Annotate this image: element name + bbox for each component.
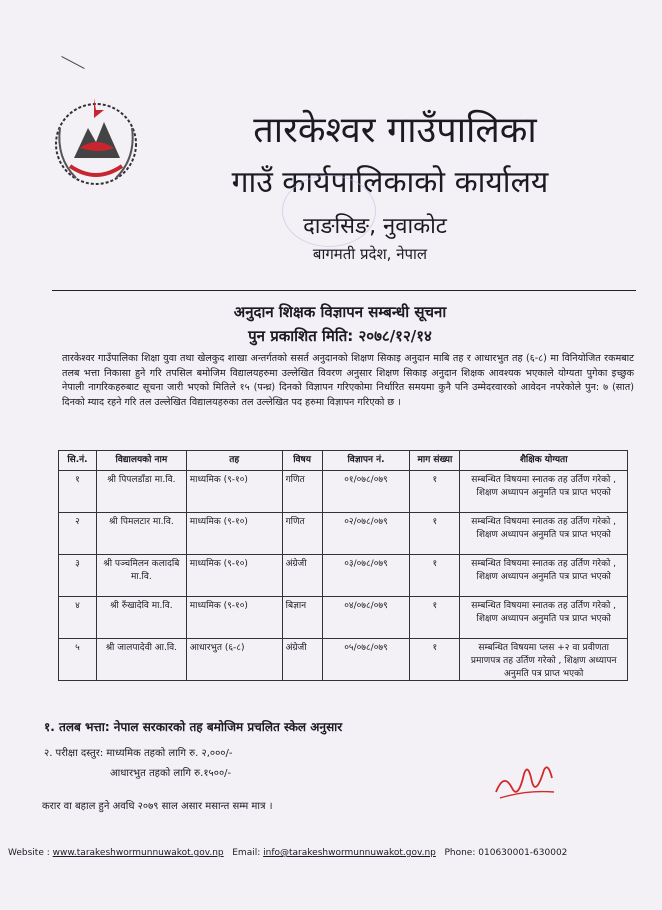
header-divider: [52, 290, 636, 291]
col-school: विद्यालयको नाम: [96, 451, 186, 471]
cell-sn: १: [59, 471, 97, 513]
cell-sn: २: [59, 513, 97, 555]
cell-qualification: सम्बन्धित विषयमा स्नातक तह उर्तिण गरेको , शिक्षण अध्यापन अनुमति पत्र प्राप्त भएको: [460, 555, 628, 597]
exam-fee-secondary: २. परीक्षा दस्तुर: माध्यमिक तहको लागि रु. २,०००/-: [44, 748, 233, 759]
website-label: Website :: [8, 848, 50, 858]
cell-school: श्री पञ्चमिलन कलादबि मा.वि.: [96, 555, 186, 597]
cell-school: श्री रुँखादेवि मा.वि.: [96, 597, 186, 639]
cell-level: माध्यमिक (९-१०): [186, 471, 282, 513]
cell-school: श्री पिपलडाँडा मा.वि.: [96, 471, 186, 513]
col-level: तह: [186, 451, 282, 471]
signature-icon: [490, 752, 560, 806]
office-name: गाउँ कार्यपालिकाको कार्यालय: [231, 165, 549, 200]
cell-demand: १: [410, 471, 460, 513]
table-row: [59, 555, 628, 597]
cell-subject: गणित: [282, 513, 322, 555]
cell-qualification: सम्बन्धित विषयमा स्नातक तह उर्तिण गरेको , शिक्षण अध्यापन अनुमति पत्र प्राप्त भएको: [460, 513, 628, 555]
exam-fee-basic: आधारभुत तहको लागि रु.१५००/-: [110, 768, 232, 779]
cell-ad-no: ०४/०७८/०७९: [322, 597, 410, 639]
email-link[interactable]: info@tarakeshwormunnuwakot.gov.np: [263, 848, 436, 858]
cell-qualification: सम्बन्धित विषयमा स्नातक तह उर्तिण गरेको , शिक्षण अध्यापन अनुमति पत्र प्राप्त भएको: [460, 471, 628, 513]
cell-demand: १: [410, 513, 460, 555]
cell-ad-no: ०३/०७८/०७९: [322, 555, 410, 597]
phone-label: Phone:: [444, 848, 476, 858]
cell-level: माध्यमिक (९-१०): [186, 513, 282, 555]
municipality-name: तारकेश्वर गाउँपालिका: [253, 110, 537, 151]
cell-demand: १: [410, 555, 460, 597]
col-sn: सि.नं.: [59, 451, 97, 471]
vacancy-table: [58, 450, 628, 681]
cell-sn: ४: [59, 597, 97, 639]
republished-date: पुन प्रकाशित मिति: २०७८/१२/१४: [248, 327, 432, 345]
cell-qualification: सम्बन्धित विषयमा स्नातक तह उर्तिण गरेको , शिक्षण अध्यापन अनुमति पत्र प्राप्त भएको: [460, 597, 628, 639]
province-line: बागमती प्रदेश, नेपाल: [312, 245, 428, 263]
cell-demand: १: [410, 597, 460, 639]
email-label: Email:: [232, 848, 261, 858]
table-row: [59, 471, 628, 513]
cell-school: श्री जालपादेवी आ.वि.: [96, 639, 186, 681]
table-row: [59, 597, 628, 639]
cell-sn: ३: [59, 555, 97, 597]
cell-ad-no: ०२/०७८/०७९: [322, 513, 410, 555]
cell-school: श्री पिमलटार मा.वि.: [96, 513, 186, 555]
cell-level: माध्यमिक (९-१०): [186, 555, 282, 597]
footer-contact: [8, 848, 648, 858]
contract-term-note: करार वा बहाल हुने अवधि २०७९ साल असार मसान्त सम्म मात्र ।: [42, 801, 273, 812]
col-subject: विषय: [282, 451, 322, 471]
faint-stamp: [282, 175, 376, 247]
cell-demand: १: [410, 639, 460, 681]
col-demand: माग संख्या: [410, 451, 460, 471]
cell-sn: ५: [59, 639, 97, 681]
cell-subject: गणित: [282, 471, 322, 513]
website-link[interactable]: www.tarakeshwormunnuwakot.gov.np: [52, 848, 224, 858]
salary-note: १. तलब भत्ता: नेपाल सरकारको तह बमोजिम प्रचलित स्केल अनुसार: [44, 720, 343, 734]
table-row: [59, 513, 628, 555]
cell-subject: बिज्ञान: [282, 597, 322, 639]
table-header-row: [59, 451, 628, 471]
notice-title: अनुदान शिक्षक विज्ञापन सम्बन्धी सूचना: [233, 303, 447, 321]
cell-level: आधारभुत (६-८): [186, 639, 282, 681]
pen-mark: [61, 56, 84, 69]
notice-body: तारकेश्वर गाउँपालिका शिक्षा युवा तथा खेलकुद शाखा अन्तर्गतको ससर्त अनुदानको शिक्षण सिकाइ अनुदान माबि तह र आधारभुत तह (६-८) मा विनियोजित रकमबाट तलब भत्ता निकासा हुने गरि तपसिल बमोजिम विद्यालयहरुमा उल्लेखित विवरण अनुसार शिक्षण सिकाइ अनुदान शिक्षक आवश्यक भएकाले योग्यता पुगेका इच्छुक नेपाली नागरिकहरुबाट सूचना जारी भएको मितिले १५ (पन्ध्र) दिनको विज्ञापन गरिएकोमा निर्धारित समयमा कुनै पनि उम्मेदरवारको आवेदन नपरेकोले पुन: ७ (सात) दिनको म्याद रहने गरि तल उल्लेखित विद्यालयहरुका तल उल्लेखित पद हरुमा विज्ञापन गरिएको छ ।: [62, 353, 634, 409]
nepal-emblem-icon: [40, 88, 152, 198]
cell-subject: अंग्रेजी: [282, 555, 322, 597]
cell-level: माध्यमिक (९-१०): [186, 597, 282, 639]
office-location: दाङसिङ, नुवाकोट: [303, 214, 447, 239]
table-row: [59, 639, 628, 681]
cell-subject: अंग्रेजी: [282, 639, 322, 681]
cell-ad-no: ०१/०७८/०७९: [322, 471, 410, 513]
phone-number: 010630001-630002: [478, 848, 568, 858]
col-qualification: शैक्षिक योग्यता: [460, 451, 628, 471]
cell-qualification: सम्बन्धित विषयमा प्लस +२ वा प्रवीणता प्रमाणपत्र तह उर्तिण गरेको , शिक्षण अध्यापन अनुमति पत्र प्राप्त भएको: [460, 639, 628, 681]
col-ad-no: विज्ञापन नं.: [322, 451, 410, 471]
cell-ad-no: ०५/०७८/०७९: [322, 639, 410, 681]
